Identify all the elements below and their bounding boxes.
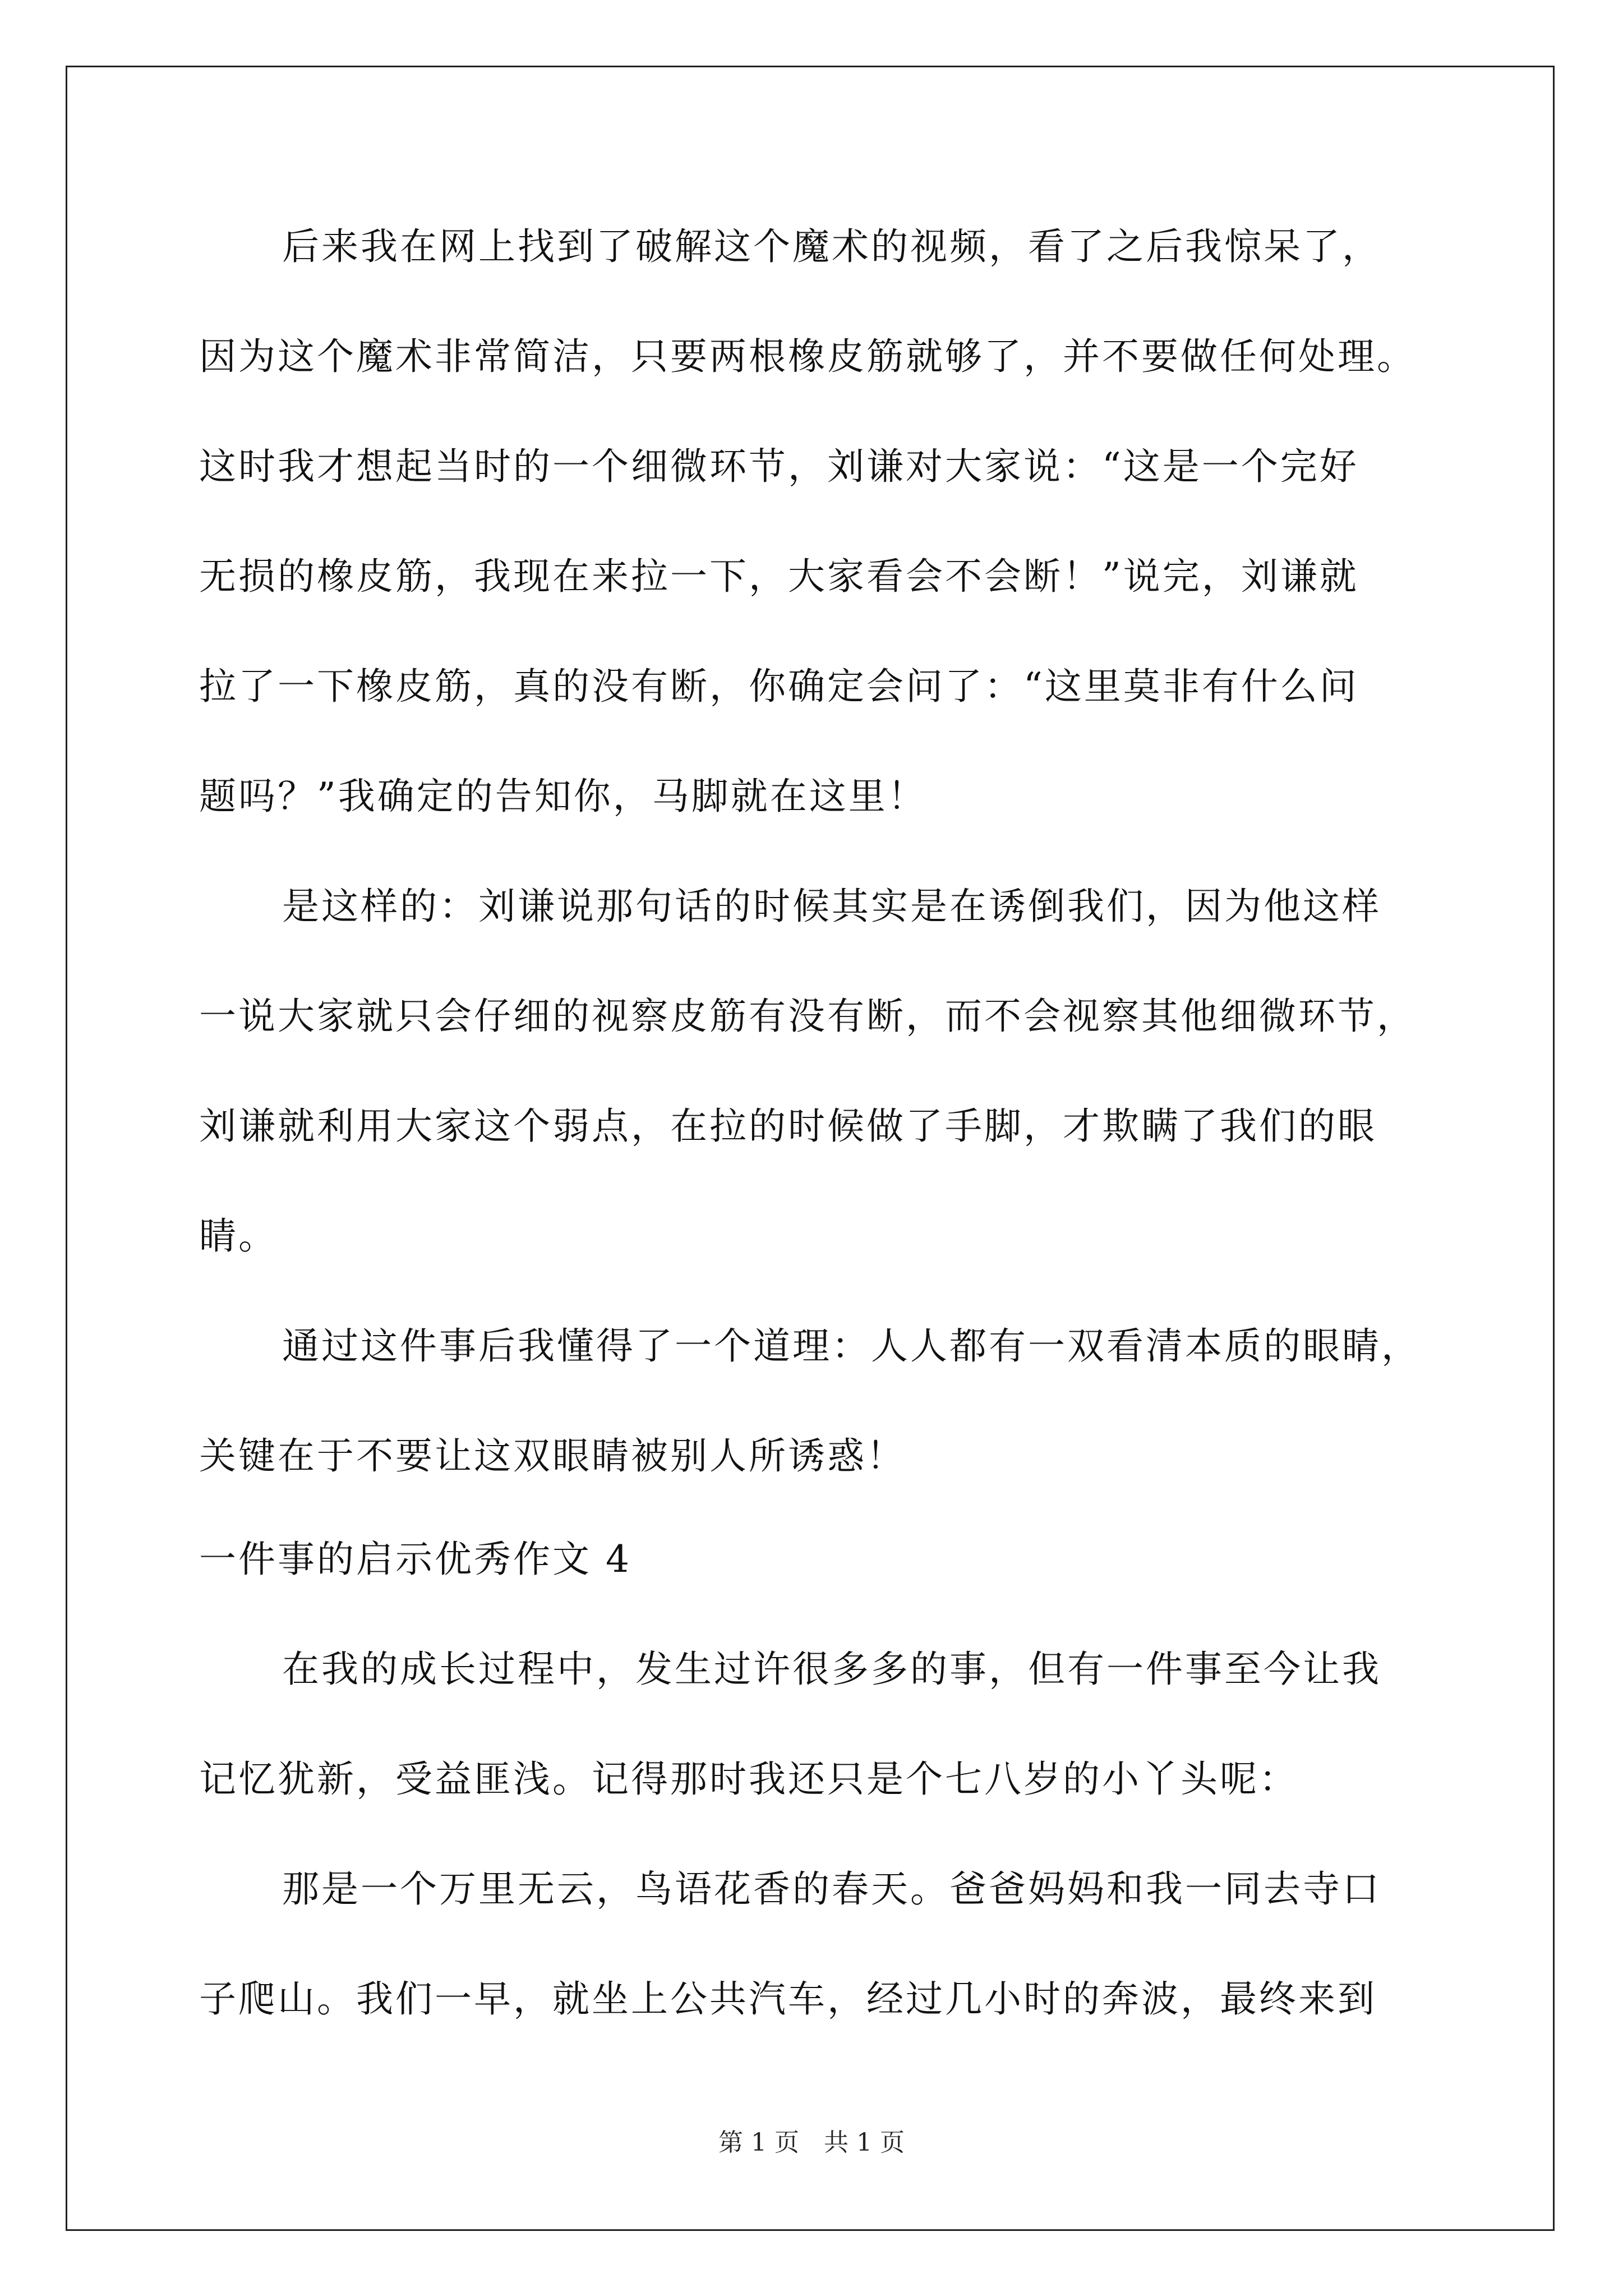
paragraph-line: 因为这个魔术非常简洁，只要两根橡皮筋就够了，并不要做任何处理。 [199, 335, 1416, 378]
paragraph-line: 关键在于不要让这双眼睛被别人所诱惑！ [199, 1434, 906, 1478]
page-footer: 第 1 页 共 1 页 [718, 2128, 905, 2157]
paragraph-line: 这时我才想起当时的一个细微环节，刘谦对大家说：“这是一个完好 [199, 445, 1359, 488]
paragraph-line: 通过这件事后我懂得了一个道理：人人都有一双看清本质的眼睛， [282, 1324, 1421, 1368]
paragraph-line: 是这样的：刘谦说那句话的时候其实是在诱倒我们，因为他这样 [282, 885, 1381, 928]
paragraph-line: 记忆犹新，受益匪浅。记得那时我还只是个七八岁的小丫头呢： [199, 1757, 1298, 1801]
paragraph-line: 刘谦就利用大家这个弱点，在拉的时候做了手脚，才欺瞒了我们的眼 [199, 1105, 1377, 1148]
paragraph-line: 拉了一下橡皮筋，真的没有断，你确定会问了：“这里莫非有什么问 [199, 665, 1359, 708]
paragraph-line: 睛。 [199, 1214, 278, 1258]
paragraph-line: 在我的成长过程中，发生过许很多多的事，但有一件事至今让我 [282, 1648, 1381, 1691]
section-heading: 一件事的启示优秀作文 4 [199, 1538, 631, 1581]
paragraph-line: 一说大家就只会仔细的视察皮筋有没有断，而不会视察其他细微环节， [199, 995, 1416, 1038]
paragraph-line: 那是一个万里无云，鸟语花香的春天。爸爸妈妈和我一同去寺口 [282, 1867, 1381, 1911]
paragraph-line: 无损的橡皮筋，我现在来拉一下，大家看会不会断！”说完，刘谦就 [199, 555, 1359, 598]
paragraph-line: 题吗？”我确定的告知你，马脚就在这里！ [199, 775, 927, 818]
paragraph-line: 子爬山。我们一早，就坐上公共汽车，经过几小时的奔波，最终来到 [199, 1977, 1377, 2021]
paragraph-line: 后来我在网上找到了破解这个魔术的视频，看了之后我惊呆了， [282, 225, 1381, 268]
